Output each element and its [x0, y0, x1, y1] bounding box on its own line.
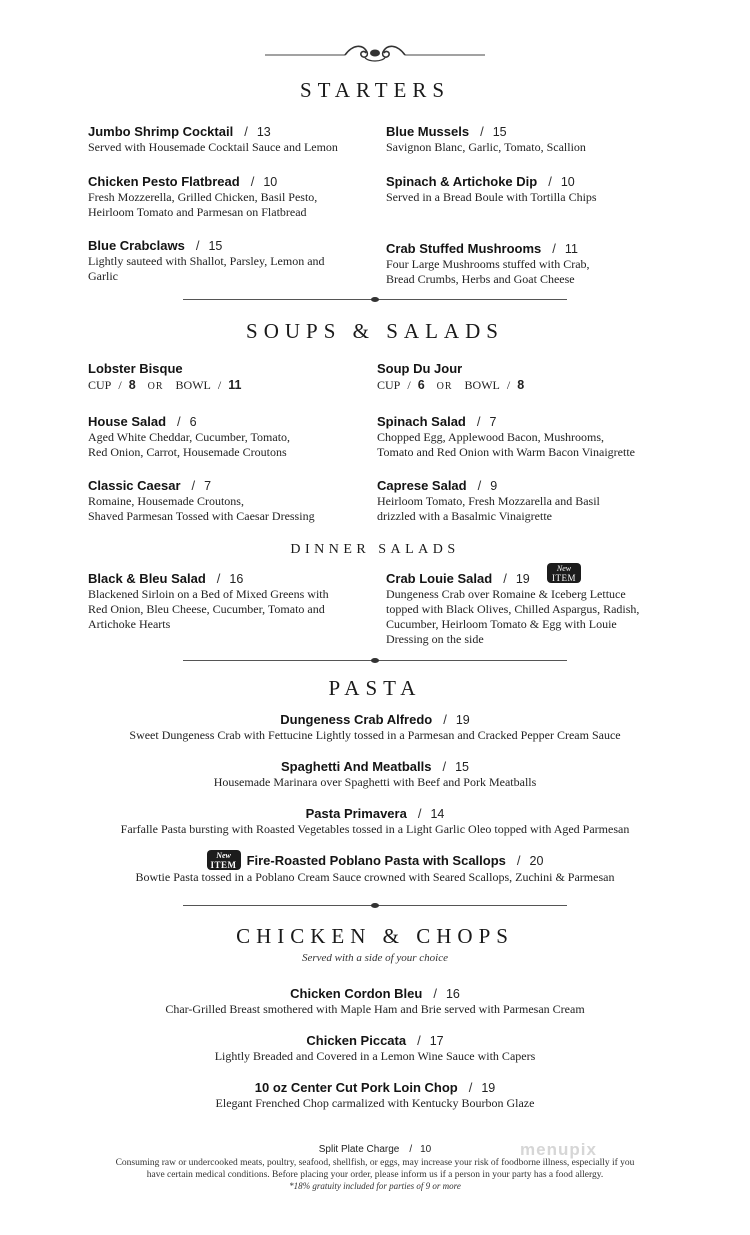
menu-item: Caprese Salad / 9 Heirloom Tomato, Fresh Mozzarella and Basil drizzled with a Basalmic Vinaigrette: [377, 478, 600, 523]
item-description: Savignon Blanc, Garlic, Tomato, Scallion: [386, 140, 586, 154]
menu-item: Spinach Salad / 7 Chopped Egg, Applewood Bacon, Mushrooms, Tomato and Red Onion with Warm Bacon Vinaigrette: [377, 414, 635, 459]
menu-item: 10 oz Center Cut Pork Loin Chop / 19 Elegant Frenched Chop carmalized with Kentucky Bourbon Glaze: [0, 1080, 750, 1111]
item-description: Sweet Dungeness Crab with Fettucine Lightly tossed in a Parmesan and Cracked Pepper Cream Sauce: [129, 728, 621, 742]
item-description: Romaine, Housemade Croutons,: [88, 494, 244, 508]
item-name: Blue Mussels: [386, 124, 470, 139]
menu-item: Crab Louie Salad / 19 Dungeness Crab over Romaine & Iceberg Lettuce topped with Black Olives, Chilled Aspargus, Radish, Cucumber, Heirloom Tomato & Egg with Louie Dressing on the side: [386, 571, 640, 646]
section-heading-soups-salads: SOUPS & SALADS: [246, 319, 504, 343]
item-description: Aged White Cheddar, Cucumber, Tomato,: [88, 430, 291, 444]
split-plate-charge: Split Plate Charge / 10: [318, 1144, 432, 1155]
menu-item: Black & Bleu Salad / 16 Blackened Sirloin on a Bed of Mixed Greens with Red Onion, Bleu Cheese, Cucumber, Tomato and Artichoke Hearts: [88, 571, 329, 631]
item-name: Soup Du Jour: [377, 361, 463, 376]
menu-item: Dungeness Crab Alfredo / 19 Sweet Dungeness Crab with Fettucine Lightly tossed in a Parmesan and Cracked Pepper Cream Sauce: [0, 712, 750, 743]
item-name: Dungeness Crab Alfredo: [280, 712, 433, 727]
item-name: Blue Crabclaws: [88, 238, 185, 253]
item-description: Fresh Mozzerella, Grilled Chicken, Basil Pesto,: [88, 190, 318, 204]
item-price: 19: [455, 713, 470, 727]
item-name: Classic Caesar: [88, 478, 181, 493]
item-description: Housemade Marinara over Spaghetti with Beef and Pork Meatballs: [213, 775, 537, 789]
item-name: Jumbo Shrimp Cocktail: [88, 124, 234, 139]
item-description: Chopped Egg, Applewood Bacon, Mushrooms,: [377, 430, 604, 444]
item-price: 10: [560, 175, 575, 189]
item-description: Bowtie Pasta tossed in a Poblano Cream Sauce crowned with Seared Scallops, Zuchini & Parmesan: [135, 869, 615, 884]
item-description: Elegant Frenched Chop carmalized with Kentucky Bourbon Glaze: [215, 1096, 535, 1110]
new-item-badge: New ITEM: [207, 850, 241, 870]
item-description: Dungeness Crab over Romaine & Iceberg Lettuce: [386, 587, 626, 601]
item-name: Pasta Primavera: [305, 806, 407, 821]
menu-item: House Salad / 6 Aged White Cheddar, Cucumber, Tomato, Red Onion, Carrot, Housemade Croutons: [88, 414, 291, 459]
item-name: Chicken Piccata: [306, 1033, 407, 1048]
item-description: Garlic: [88, 269, 118, 283]
item-price: 16: [229, 572, 244, 586]
menu-item: Chicken Pesto Flatbread / 10 Fresh Mozzerella, Grilled Chicken, Basil Pesto, Heirloom Tomato and Parmesan on Flatbread: [88, 174, 318, 219]
item-name: Spaghetti And Meatballs: [280, 759, 432, 774]
menu-item: Spaghetti And Meatballs / 15 Housemade Marinara over Spaghetti with Beef and Pork Meatballs: [0, 759, 750, 790]
item-price: 11: [564, 242, 578, 256]
section-heading-chicken-chops: CHICKEN & CHOPS: [236, 924, 514, 948]
section-heading-pasta: PASTA: [328, 676, 422, 700]
menu-item: Chicken Cordon Bleu / 16 Char-Grilled Breast smothered with Maple Ham and Brie served with Parmesan Cream: [0, 986, 750, 1017]
item-description: Cucumber, Heirloom Tomato & Egg with Louie: [386, 617, 617, 631]
item-description: Served in a Bread Boule with Tortilla Chips: [386, 190, 597, 204]
item-description: Lightly sauteed with Shallot, Parsley, Lemon and: [88, 254, 325, 268]
menu-item: [88, 361, 241, 395]
item-description: drizzled with a Basalmic Vinaigrette: [377, 509, 552, 523]
item-price: 7: [204, 479, 212, 493]
item-name: House Salad: [88, 414, 167, 429]
item-price: 14: [430, 807, 445, 821]
item-price: 10: [263, 175, 278, 189]
item-description: Blackened Sirloin on a Bed of Mixed Greens with: [88, 587, 329, 601]
menu-item: Classic Caesar / 7 Romaine, Housemade Croutons, Shaved Parmesan Tossed with Caesar Dressing: [88, 478, 315, 523]
menu-item: [377, 361, 524, 395]
item-price: 15: [492, 125, 507, 139]
item-description: Red Onion, Carrot, Housemade Croutons: [88, 445, 287, 459]
item-description: Heirloom Tomato, Fresh Mozzarella and Basil: [377, 494, 600, 508]
item-description: Red Onion, Bleu Cheese, Cucumber, Tomato and: [88, 602, 325, 616]
item-description: Char-Grilled Breast smothered with Maple Ham and Brie served with Parmesan Cream: [165, 1002, 585, 1016]
section-subtitle: Served with a side of your choice: [301, 952, 449, 964]
ornament-flourish: [265, 40, 485, 64]
item-description: Tomato and Red Onion with Warm Bacon Vinaigrette: [377, 445, 635, 459]
item-name: 10 oz Center Cut Pork Loin Chop: [254, 1080, 458, 1095]
item-price: 15: [208, 239, 223, 253]
item-description: Artichoke Hearts: [88, 617, 171, 631]
item-name: Crab Louie Salad: [386, 571, 493, 586]
cup-bowl-prices: CUP / 8 OR BOWL / 11: [88, 378, 242, 392]
menu-item: Spinach & Artichoke Dip / 10 Served in a Bread Boule with Tortilla Chips: [386, 174, 597, 204]
item-name: Spinach & Artichoke Dip: [386, 174, 538, 189]
gratuity-note: *18% gratuity included for parties of 9 or more: [289, 1181, 461, 1191]
item-description: Lightly Breaded and Covered in a Lemon Wine Sauce with Capers: [214, 1049, 536, 1063]
item-description: Farfalle Pasta bursting with Roasted Vegetables tossed in a Light Garlic Oleo topped with Aged Parmesan: [120, 822, 630, 836]
menu-item: Crab Stuffed Mushrooms / 11 Four Large Mushrooms stuffed with Crab, Bread Crumbs, Herbs and Goat Cheese: [386, 241, 590, 286]
item-description: Dressing on the side: [386, 632, 484, 646]
item-name: Chicken Pesto Flatbread: [88, 174, 240, 189]
menu-item: New ITEM Fire-Roasted Poblano Pasta with Scallops / 20 Bowtie Pasta tossed in a Poblano Cream Sauce crowned with Seared Scallops, Zuchini & Parmesan: [0, 853, 750, 885]
item-price: 13: [256, 125, 271, 139]
item-name: Crab Stuffed Mushrooms: [386, 241, 542, 256]
menu-item: Blue Crabclaws / 15 Lightly sauteed with Shallot, Parsley, Lemon and Garlic: [88, 238, 325, 283]
menu-item: Blue Mussels / 15 Savignon Blanc, Garlic, Tomato, Scallion: [386, 124, 586, 154]
item-price: 19: [515, 572, 530, 586]
new-item-badge: New ITEM: [547, 563, 581, 583]
item-price: 7: [489, 415, 497, 429]
cup-bowl-prices: CUP / 6 OR BOWL / 8: [377, 378, 525, 392]
section-heading-dinner-salads: DINNER SALADS: [290, 542, 460, 557]
item-name: Chicken Cordon Bleu: [290, 986, 423, 1001]
section-heading-starters: STARTERS: [299, 78, 451, 102]
item-name: Black & Bleu Salad: [88, 571, 206, 586]
item-price: 17: [429, 1034, 444, 1048]
watermark-logo: menupix: [520, 1140, 597, 1159]
item-name: Fire-Roasted Poblano Pasta with Scallops: [246, 853, 506, 868]
item-name: Caprese Salad: [377, 478, 467, 493]
menu-item: Pasta Primavera / 14 Farfalle Pasta bursting with Roasted Vegetables tossed in a Light Garlic Oleo topped with Aged Parmesan: [0, 806, 750, 837]
item-description: Shaved Parmesan Tossed with Caesar Dressing: [88, 509, 315, 523]
item-description: Heirloom Tomato and Parmesan on Flatbread: [88, 205, 307, 219]
item-description: Bread Crumbs, Herbs and Goat Cheese: [386, 272, 575, 286]
section-divider: [183, 297, 567, 303]
item-price: 9: [490, 479, 498, 493]
item-price: 16: [445, 987, 460, 1001]
item-description: topped with Black Olives, Chilled Aspargus, Radish,: [386, 602, 640, 616]
menu-item: Chicken Piccata / 17 Lightly Breaded and Covered in a Lemon Wine Sauce with Capers: [0, 1033, 750, 1064]
item-description: Served with Housemade Cocktail Sauce and Lemon: [88, 140, 338, 154]
item-price: 6: [189, 415, 197, 429]
section-divider: [183, 903, 567, 909]
item-price: 20: [529, 854, 544, 868]
disclaimer: Consuming raw or undercooked meats, poultry, seafood, shellfish, or eggs, may increase your risk of foodborne illness, especially if you have certain medical conditions. Before placing your order, please inform us if a person in your party has a food allergy.: [115, 1158, 635, 1180]
item-description: Four Large Mushrooms stuffed with Crab,: [386, 257, 590, 271]
item-name: Spinach Salad: [377, 414, 466, 429]
item-name: Lobster Bisque: [88, 361, 183, 376]
menu-item: Jumbo Shrimp Cocktail / 13 Served with Housemade Cocktail Sauce and Lemon: [88, 124, 338, 154]
footer: [0, 1144, 750, 1191]
item-price: 15: [455, 760, 469, 774]
item-price: 19: [481, 1081, 496, 1095]
section-divider: [183, 658, 567, 664]
